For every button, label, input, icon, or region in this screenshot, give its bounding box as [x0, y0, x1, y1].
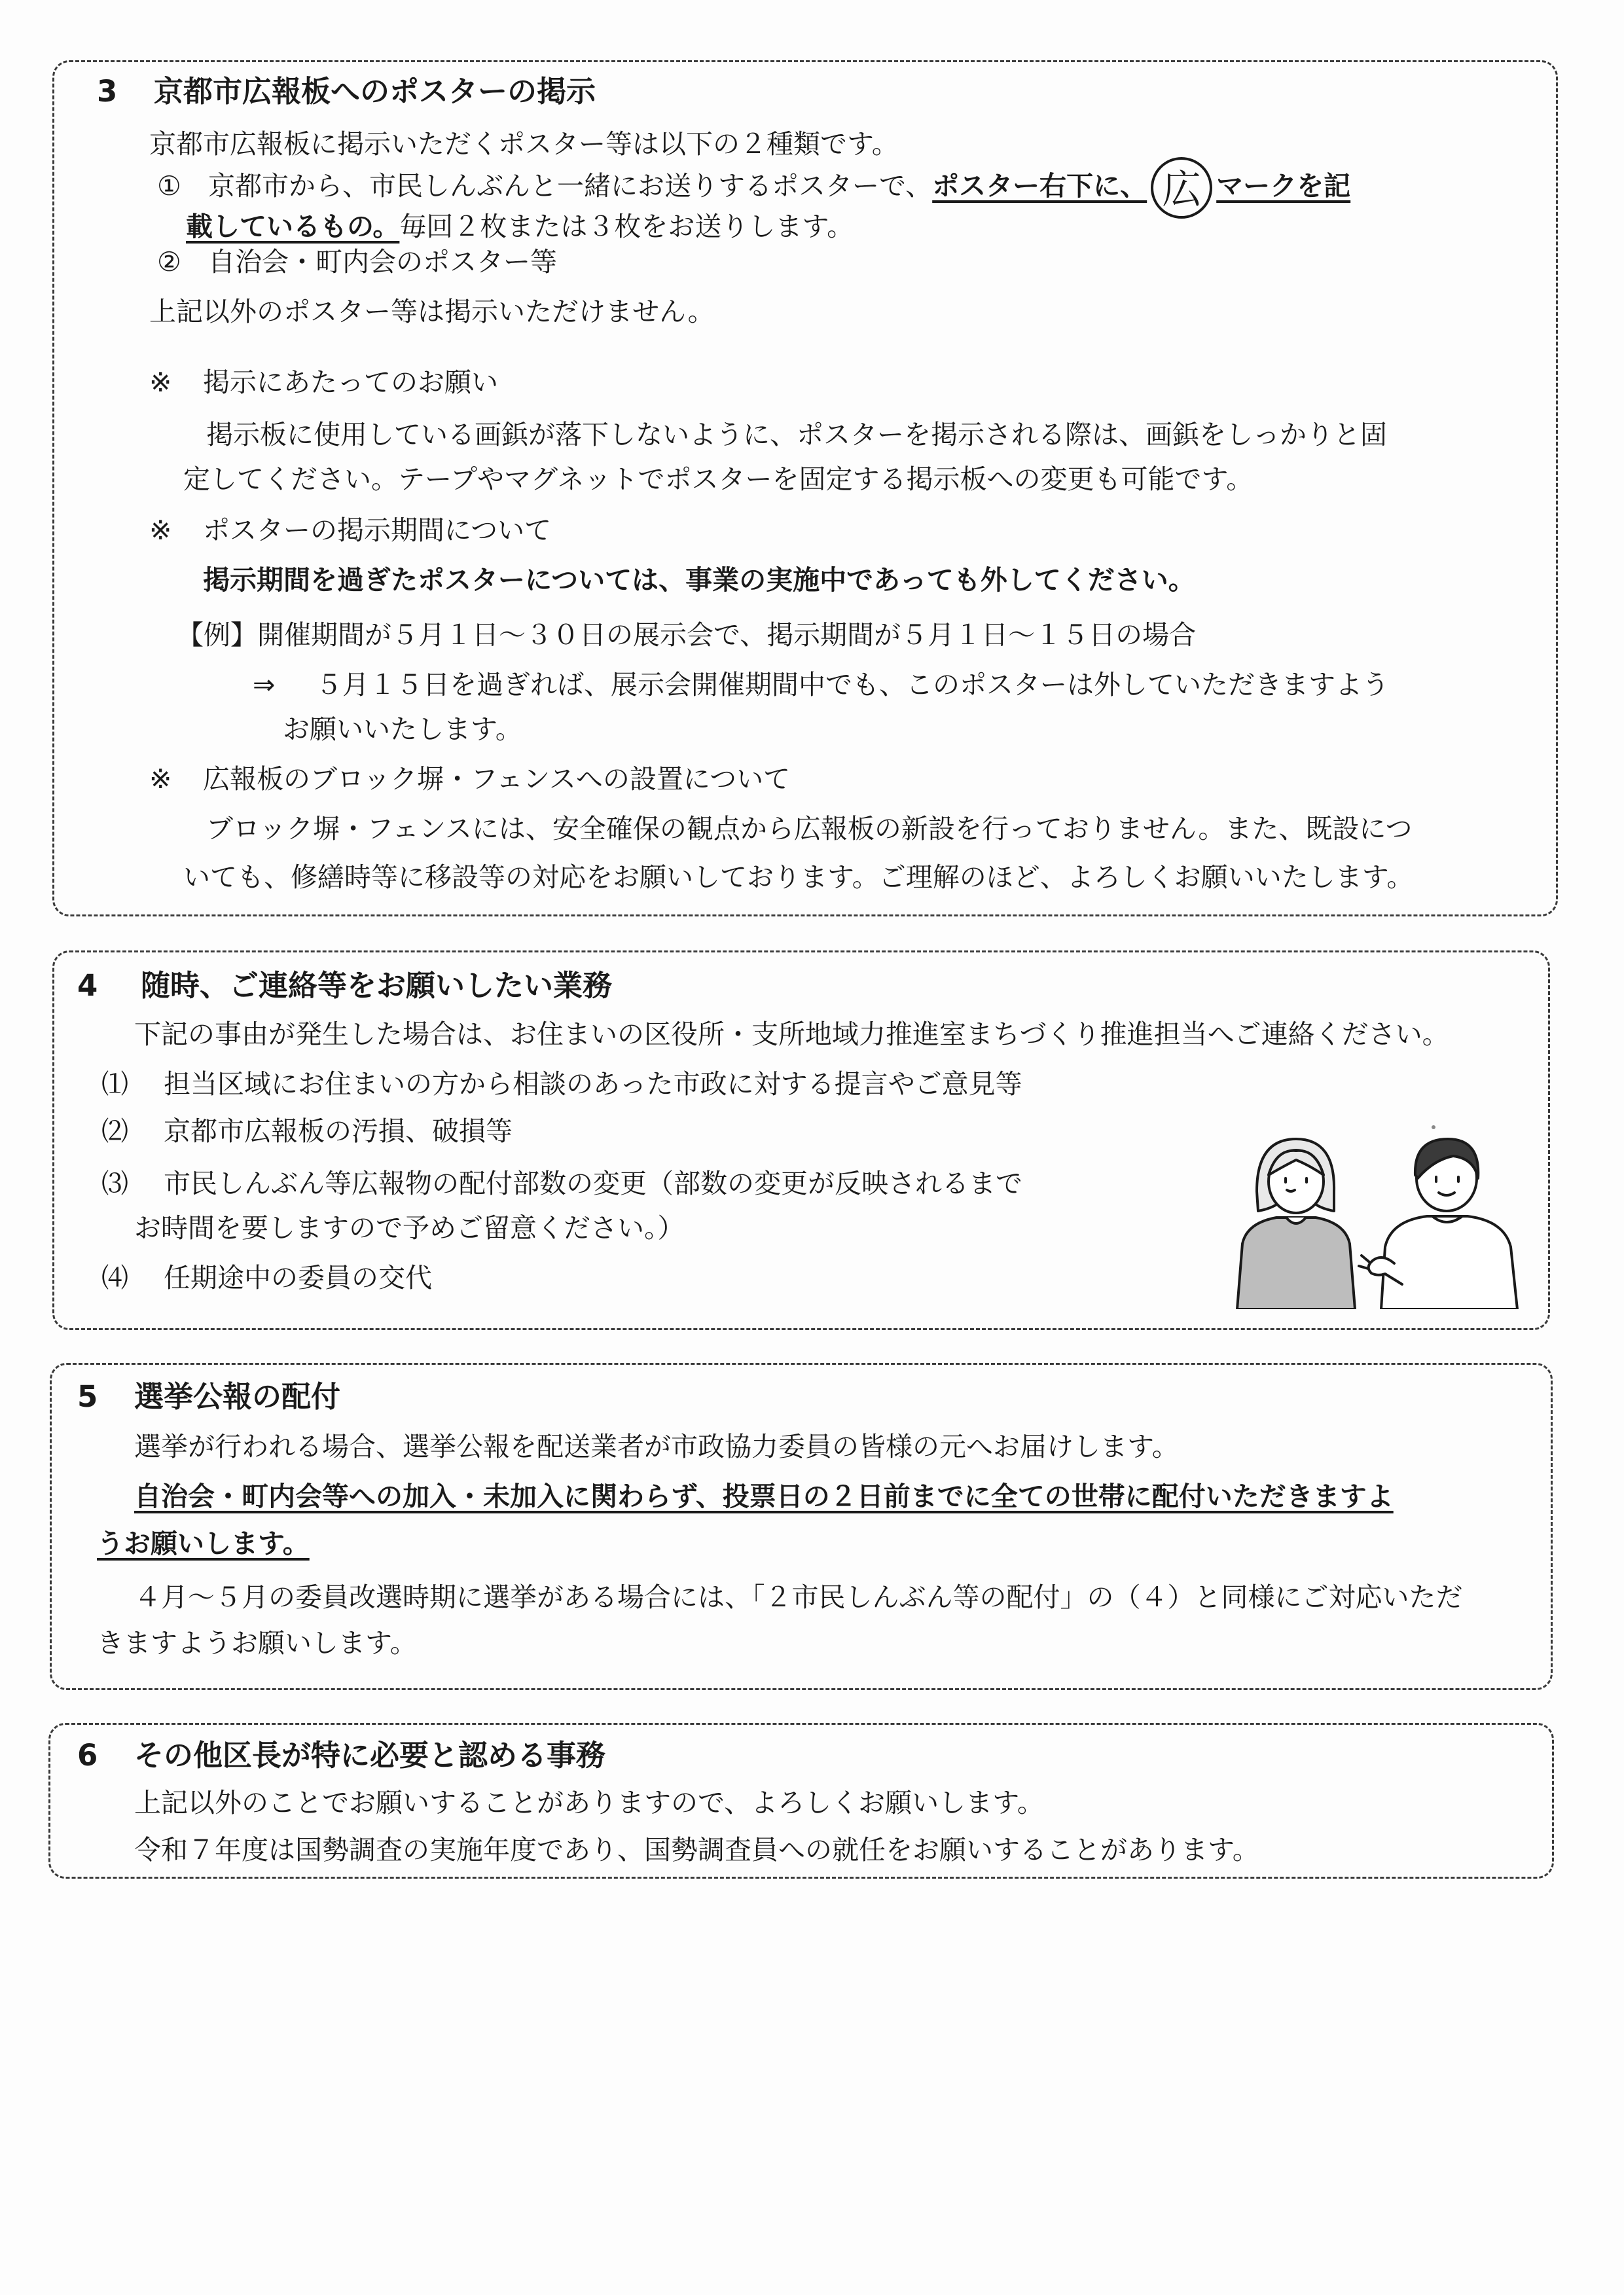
list-item-number: ⑴ — [101, 1068, 128, 1100]
note-1-title: 掲示にあたってのお願い — [203, 367, 498, 398]
section-4-number: 4 — [77, 968, 98, 1003]
section-5-bold-line-2: うお願いします。 — [97, 1528, 310, 1559]
arrow-symbol: ⇒ — [253, 669, 276, 700]
note-3-title: 広報板のブロック塀・フェンスへの設置について — [203, 763, 791, 795]
list-item-text: 市民しんぶん等広報物の配付部数の変更（部数の変更が反映されるまで — [164, 1168, 1022, 1199]
section-6-line-2: 令和７年度は国勢調査の実施年度であり、国勢調査員への就任をお願いすることがあります。 — [134, 1834, 1259, 1866]
kou-mark: 広 — [1151, 157, 1212, 219]
list-item-continuation: お時間を要しますので予めご留意ください。） — [134, 1212, 685, 1244]
section-5-line-1: 選挙が行われる場合、選挙公報を配送業者が市政協力委員の皆様の元へお届けします。 — [134, 1431, 1179, 1462]
section-6-line-1: 上記以外のことでお願いすることがありますので、よろしくお願いします。 — [134, 1787, 1044, 1818]
section-5-line-5: きますようお願いします。 — [97, 1627, 417, 1659]
list-item-text: 担当区域にお住まいの方から相談のあった市政に対する提言やご意見等 — [164, 1068, 1022, 1100]
section-5-title: 選挙公報の配付 — [134, 1379, 341, 1414]
other-posters-note: 上記以外のポスター等は掲示いただけません。 — [149, 296, 715, 327]
section-4-intro: 下記の事由が発生した場合は、お住まいの区役所・支所地域力推進室まちづくり推進担当へご連絡ください。 — [134, 1019, 1449, 1050]
section-4-title: 随時、ご連絡等をお願いしたい業務 — [141, 968, 613, 1003]
note-3-line-1: ブロック塀・フェンスには、安全確保の観点から広報板の新設を行っておりません。また、既設につ — [206, 813, 1413, 844]
people-talking-illustration — [1231, 1113, 1532, 1309]
note-2-bold: 掲示期間を過ぎたポスターについては、事業の実施中であっても外してください。 — [203, 564, 1195, 596]
section-5-bold-line-1: 自治会・町内会等への加入・未加入に関わらず、投票日の２日前までに全ての世帯に配付いただきますよ — [134, 1481, 1394, 1512]
section-5-number: 5 — [77, 1379, 98, 1414]
note-2-mark: ※ — [149, 515, 172, 546]
list-item-number: ⑶ — [101, 1168, 128, 1199]
item-1-line-1: 京都市から、市民しんぶんと一緒にお送りするポスターで、ポスター右下に、 広 マークを記 — [208, 166, 1350, 206]
list-item-number: ⑷ — [101, 1262, 128, 1293]
section-5-line-4: ４月～５月の委員改選時期に選挙がある場合には、「２市民しんぶん等の配付」の（４）と同様にご対応いただ — [134, 1581, 1463, 1613]
example-line: 【例】開催期間が５月１日～３０日の展示会で、掲示期間が５月１日～１５日の場合 — [177, 619, 1197, 651]
list-item-number: ⑵ — [101, 1115, 128, 1147]
note-1-line-2: 定してください。テープやマグネットでポスターを固定する掲示板への変更も可能です。 — [183, 463, 1254, 495]
example-line-3: お願いいたします。 — [283, 714, 522, 745]
section-6-number: 6 — [77, 1738, 98, 1773]
section-6-title: その他区長が特に必要と認める事務 — [134, 1738, 606, 1773]
item-1-line-2: 載しているもの。毎回２枚または３枚をお送りします。 — [186, 211, 854, 242]
note-1-line-1: 掲示板に使用している画鋲が落下しないように、ポスターを掲示される際は、画鋲をしっかりと固 — [206, 419, 1387, 450]
section-3-number: 3 — [97, 74, 118, 109]
list-item-text: 京都市広報板の汚損、破損等 — [164, 1115, 513, 1147]
item-1-number: ① — [157, 170, 181, 202]
item-2-number: ② — [157, 246, 181, 278]
item-2-text: 自治会・町内会のポスター等 — [208, 246, 557, 278]
note-3-line-2: いても、修繕時等に移設等の対応をお願いしております。ご理解のほど、よろしくお願いいたします。 — [183, 861, 1414, 893]
note-1-mark: ※ — [149, 367, 172, 398]
section-3-title: 京都市広報板へのポスターの掲示 — [154, 74, 596, 109]
example-line-2: ５月１５日を過ぎれば、展示会開催期間中でも、このポスターは外していただきますよう — [316, 669, 1389, 700]
note-2-title: ポスターの掲示期間について — [203, 515, 552, 546]
section-3-intro: 京都市広報板に掲示いただくポスター等は以下の２種類です。 — [149, 128, 899, 160]
list-item-text: 任期途中の委員の交代 — [164, 1262, 432, 1293]
note-3-mark: ※ — [149, 763, 172, 795]
